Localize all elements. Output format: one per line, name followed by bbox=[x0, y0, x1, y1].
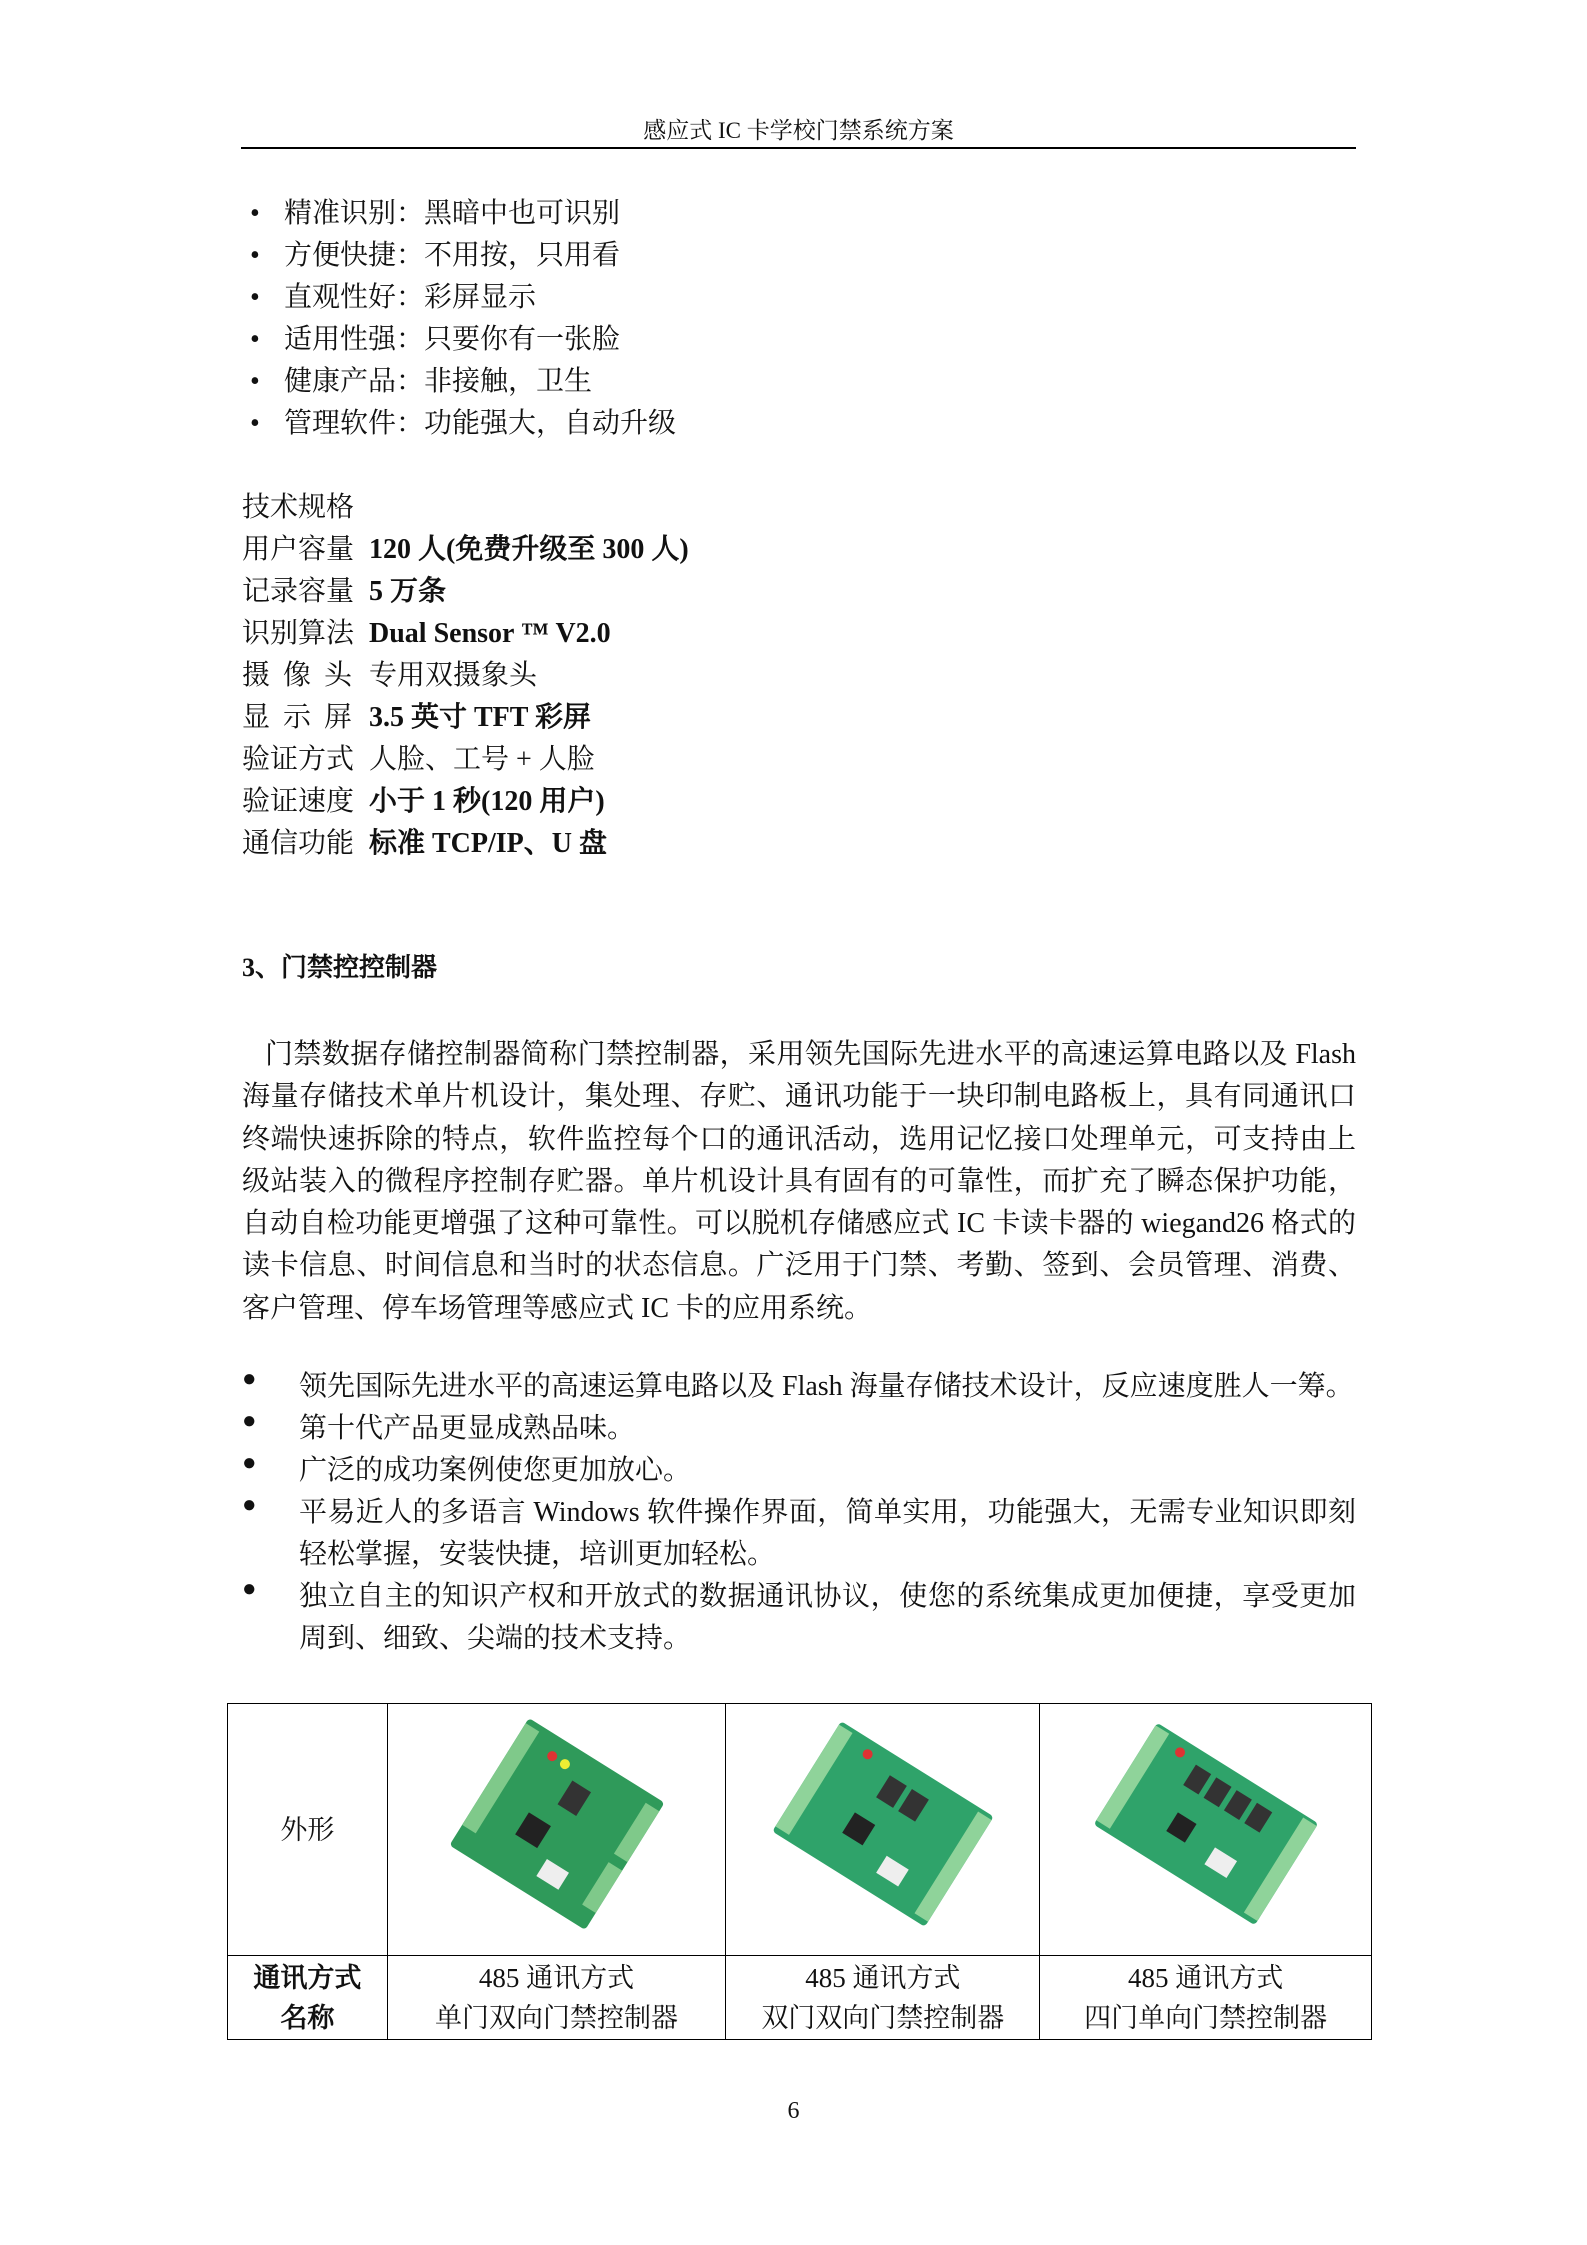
product-cell bbox=[387, 1956, 726, 2040]
advantage-text: 广泛的成功案例使您更加放心。 bbox=[299, 1455, 692, 1486]
advantage-item bbox=[242, 1366, 1356, 1408]
bullet-dot: ● bbox=[242, 1576, 257, 1602]
bullet-dot: • bbox=[250, 282, 260, 313]
advantage-item bbox=[242, 1408, 1356, 1450]
bullet-dot: • bbox=[250, 240, 260, 271]
section-heading: 3、门禁控控制器 bbox=[242, 953, 438, 982]
bullet-dot: ● bbox=[242, 1492, 257, 1518]
pcb-board-image bbox=[437, 1719, 677, 1929]
product-cell bbox=[1040, 1956, 1372, 2040]
row-label-line: 通讯方式 bbox=[253, 1962, 362, 1993]
product-table bbox=[227, 1703, 1372, 2040]
spec-value: 3.5 英寸 TFT 彩屏 bbox=[369, 702, 591, 733]
spec-value: 标准 TCP/IP、U 盘 bbox=[369, 828, 608, 859]
feature-item: 精准识别：黑暗中也可识别 bbox=[284, 198, 621, 229]
product-cell bbox=[726, 1956, 1040, 2040]
comm-method: 485 通讯方式 bbox=[1127, 1962, 1284, 1993]
advantage-text: 独立自主的知识产权和开放式的数据通讯协议，使您的系统集成更加便捷，享受更加周到、细致、尖端的技术支持。 bbox=[299, 1581, 1356, 1654]
feature-item: 管理软件：功能强大，自动升级 bbox=[284, 408, 677, 439]
pcb-board-image bbox=[763, 1719, 1003, 1929]
specs-title: 技术规格 bbox=[242, 492, 355, 523]
spec-label: 摄 像 头 bbox=[242, 660, 356, 691]
advantage-text: 领先国际先进水平的高速运算电路以及 Flash 海量存储技术设计，反应速度胜人一筹。 bbox=[299, 1371, 1354, 1402]
advantage-item bbox=[242, 1492, 1356, 1576]
spec-label: 验证速度 bbox=[242, 786, 355, 817]
advantage-text: 平易近人的多语言 Windows 软件操作界面，简单实用，功能强大，无需专业知识即刻轻松掌握，安装快捷，培训更加轻松。 bbox=[299, 1497, 1356, 1570]
page-number: 6 bbox=[787, 2098, 800, 2124]
pcb-board-image bbox=[1086, 1719, 1326, 1929]
product-name: 双门双向门禁控制器 bbox=[761, 2002, 1005, 2033]
product-name: 单门双向门禁控制器 bbox=[435, 2002, 679, 2033]
spec-label: 识别算法 bbox=[242, 618, 355, 649]
spec-value: 5 万条 bbox=[369, 576, 447, 607]
comm-method: 485 通讯方式 bbox=[478, 1962, 635, 1993]
spec-value: 120 人(免费升级至 300 人) bbox=[369, 534, 689, 565]
comm-method: 485 通讯方式 bbox=[805, 1962, 961, 1993]
table-row-appearance bbox=[228, 1704, 1372, 1956]
spec-label: 用户容量 bbox=[242, 534, 355, 565]
advantage-text: 第十代产品更显成熟品味。 bbox=[299, 1413, 636, 1444]
spec-label: 显 示 屏 bbox=[242, 702, 356, 733]
spec-label: 通信功能 bbox=[242, 828, 355, 859]
feature-item: 适用性强：只要你有一张脸 bbox=[284, 324, 621, 355]
spec-value: 人脸、工号 + 人脸 bbox=[369, 744, 595, 775]
product-name: 四门单向门禁控制器 bbox=[1084, 2002, 1328, 2033]
spec-label: 记录容量 bbox=[242, 576, 355, 607]
feature-item: 直观性好：彩屏显示 bbox=[284, 282, 537, 313]
product-image-single-door bbox=[387, 1704, 726, 1956]
row-label: 外形 bbox=[228, 1704, 388, 1956]
advantage-item bbox=[242, 1576, 1356, 1660]
spec-value: 小于 1 秒(120 用户) bbox=[369, 786, 605, 817]
header-rule bbox=[241, 147, 1356, 149]
bullet-dot: ● bbox=[242, 1366, 257, 1392]
page-header-title: 感应式 IC 卡学校门禁系统方案 bbox=[643, 118, 954, 143]
feature-item: 方便快捷：不用按，只用看 bbox=[284, 240, 621, 271]
product-image-four-door bbox=[1040, 1704, 1372, 1956]
row-label-line: 名称 bbox=[280, 2002, 335, 2033]
spec-value: Dual Sensor ™ V2.0 bbox=[369, 618, 611, 649]
feature-item: 健康产品：非接触，卫生 bbox=[284, 366, 593, 397]
bullet-dot: • bbox=[250, 198, 260, 229]
row-label bbox=[228, 1956, 388, 2040]
spec-label: 验证方式 bbox=[242, 744, 355, 775]
bullet-dot: • bbox=[250, 408, 260, 439]
table-row-comm-name bbox=[228, 1956, 1372, 2040]
product-image-double-door bbox=[726, 1704, 1040, 1956]
advantage-item bbox=[242, 1450, 1356, 1492]
bullet-dot: • bbox=[250, 366, 260, 397]
bullet-dot: • bbox=[250, 324, 260, 355]
spec-value: 专用双摄象头 bbox=[369, 660, 538, 691]
section-paragraph: 门禁数据存储控制器简称门禁控制器，采用领先国际先进水平的高速运算电路以及 Flash 海量存储技术单片机设计，集处理、存贮、通讯功能于一块印制电路板上，具有同通讯口终端快速拆除的特点，软件监控每个口的通讯活动，选用记忆接口处理单元，可支持由上级站装入的微程序控制存贮器。单片机设计具有固有的可靠性，而扩充了瞬态保护功能，自动自检功能更增强了这种可靠性。可以脱机存储感应式 IC 卡读卡器的 wiegand26 格式的读卡信息、时间信息和当时的状态信息。广泛用于门禁、考勤、签到、会员管理、消费、客户管理、停车场管理等感应式 IC 卡的应用系统。 bbox=[242, 1039, 1356, 1324]
bullet-dot: ● bbox=[242, 1450, 257, 1476]
bullet-dot: ● bbox=[242, 1408, 257, 1434]
